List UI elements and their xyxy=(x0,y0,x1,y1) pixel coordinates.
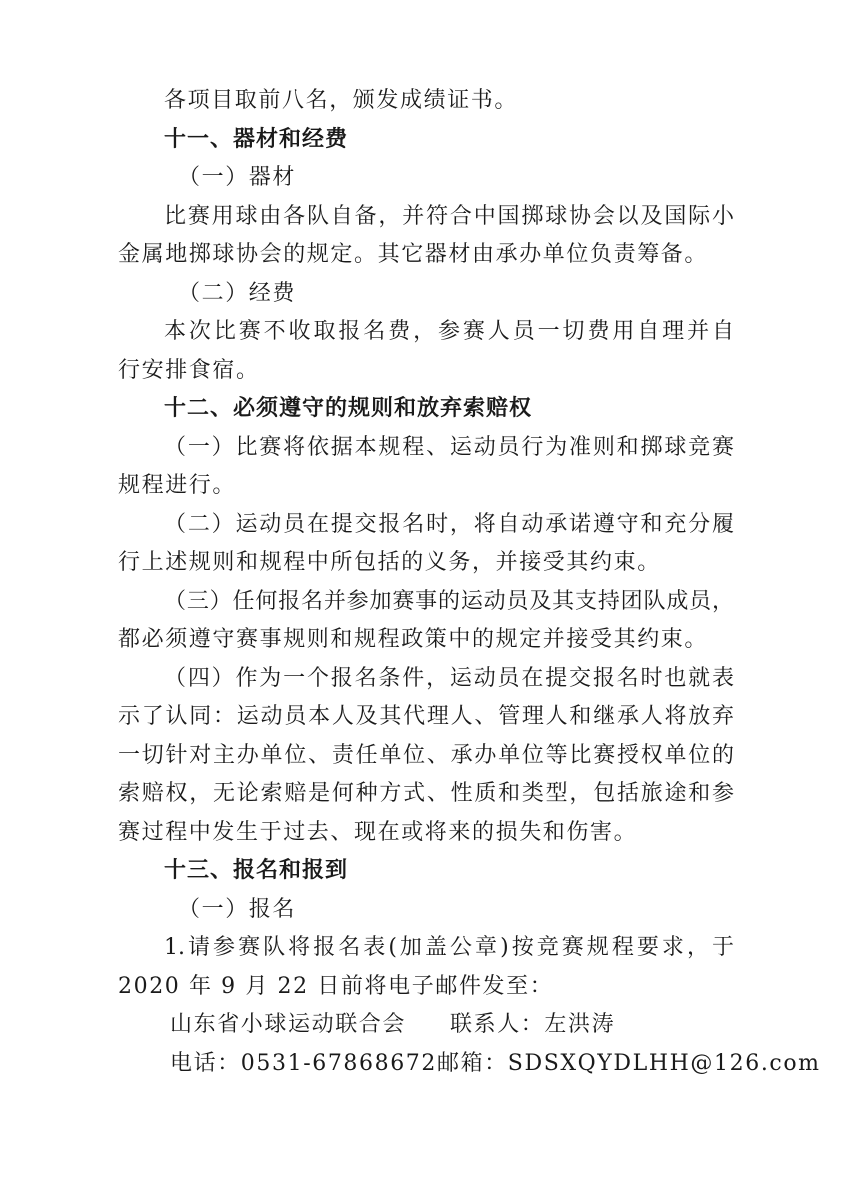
rule-3-line-1: （三）任何报名并参加赛事的运动员及其支持团队成员， xyxy=(164,588,734,614)
rule-4-line-5: 赛过程中发生于过去、现在或将来的损失和伤害。 xyxy=(118,819,638,845)
contact-row-1 xyxy=(118,1006,734,1045)
section-12-heading: 十二、必须遵守的规则和放弃索赔权 xyxy=(164,396,533,421)
contact-email: 邮箱：SDSXQYDLHH@126.com xyxy=(437,1050,821,1076)
rule-4-line-3: 一切针对主办单位、责任单位、承办单位等比赛授权单位的 xyxy=(118,742,734,768)
contact-phone: 电话：0531-67868672 xyxy=(170,1050,437,1076)
rule-4-line-2: 示了认同：运动员本人及其代理人、管理人和继承人将放弃 xyxy=(118,704,734,729)
rule-4-line-1: （四）作为一个报名条件，运动员在提交报名时也就表 xyxy=(164,665,734,691)
registration-paragraph-line-1: 1.请参赛队将报名表(加盖公章)按竞赛规程要求，于 xyxy=(164,935,734,960)
equipment-subheading: （一）器材 xyxy=(178,165,297,190)
contact-person: 联系人：左洪涛 xyxy=(450,1012,616,1037)
rule-4-line-4: 索赔权，无论索赔是何种方式、性质和类型，包括旅途和参 xyxy=(118,781,734,806)
award-paragraph: 各项目取前八名，颁发成绩证书。 xyxy=(164,88,519,113)
registration-subheading: （一）报名 xyxy=(178,896,297,922)
rule-2-line-2: 行上述规则和规程中所包括的义务，并接受其约束。 xyxy=(118,550,661,575)
rule-3-line-2: 都必须遵守赛事规则和规程政策中的规定并接受其约束。 xyxy=(118,627,709,652)
funding-subheading: （二）经费 xyxy=(178,280,297,306)
rule-1-line-1: （一）比赛将依据本规程、运动员行为准则和掷球竞赛 xyxy=(164,434,734,460)
registration-paragraph-line-2: 2020 年 9 月 22 日前将电子邮件发至： xyxy=(118,973,554,999)
funding-paragraph-line-1: 本次比赛不收取报名费，参赛人员一切费用自理并自 xyxy=(164,319,734,344)
contact-row-2 xyxy=(118,1045,821,1084)
section-13-heading: 十三、报名和报到 xyxy=(164,858,349,883)
rule-1-line-2: 规程进行。 xyxy=(118,473,237,498)
equipment-paragraph-line-2: 金属地掷球协会的规定。其它器材由承办单位负责筹备。 xyxy=(118,242,709,267)
contact-organization: 山东省小球运动联合会 xyxy=(170,1012,407,1037)
rule-2-line-1: （二）运动员在提交报名时，将自动承诺遵守和充分履 xyxy=(164,511,734,537)
section-11-heading: 十一、器材和经费 xyxy=(164,126,349,152)
funding-paragraph-line-2: 行安排食宿。 xyxy=(118,357,260,383)
equipment-paragraph-line-1: 比赛用球由各队自备，并符合中国掷球协会以及国际小 xyxy=(164,203,734,229)
